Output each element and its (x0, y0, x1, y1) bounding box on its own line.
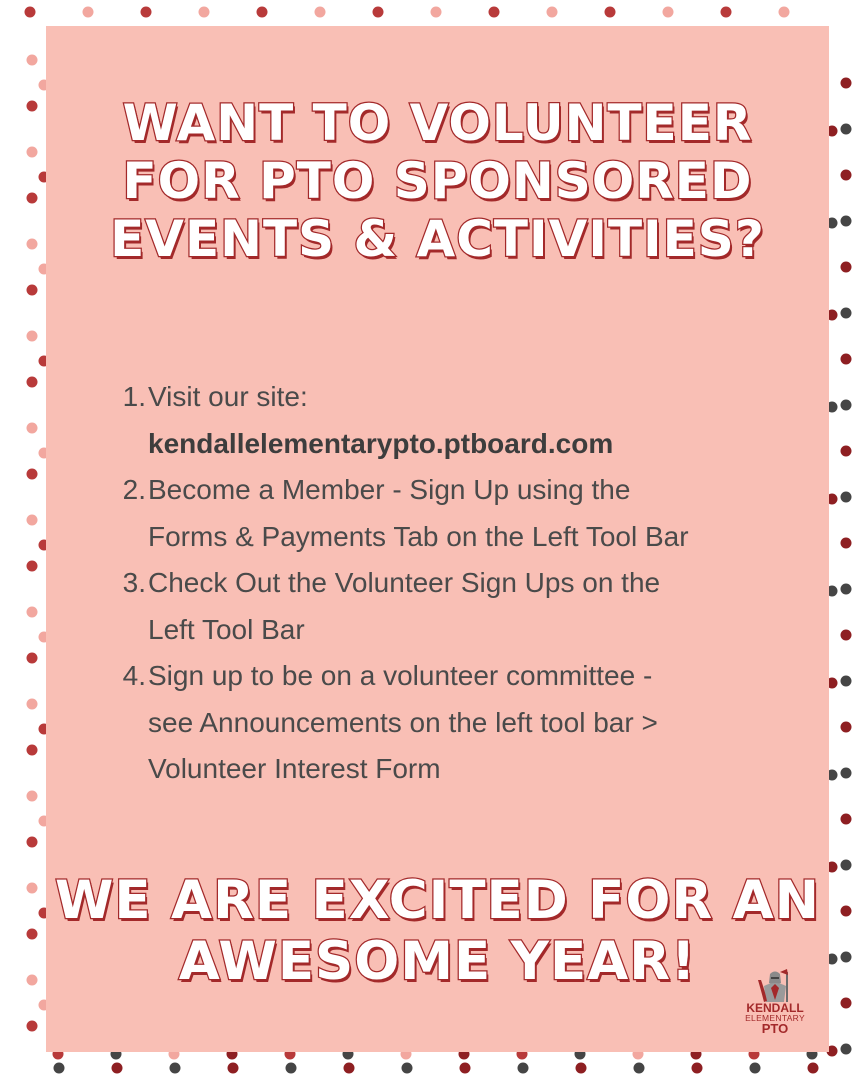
border-dot (721, 7, 732, 18)
border-dot (663, 7, 674, 18)
border-dot (841, 630, 852, 641)
border-dot (841, 262, 852, 273)
border-dot (27, 607, 38, 618)
border-dot (27, 285, 38, 296)
border-dot (634, 1063, 645, 1074)
border-dot (228, 1063, 239, 1074)
step-number: 4. (122, 660, 146, 691)
step-text: Left Tool Bar (148, 613, 305, 645)
border-dot (27, 837, 38, 848)
border-dot (27, 147, 38, 158)
headline-line: WE ARE EXCITED FOR AN (54, 870, 821, 931)
border-dot (141, 7, 152, 18)
border-dot (460, 1063, 471, 1074)
border-dot (27, 561, 38, 572)
border-dot (841, 78, 852, 89)
border-dot (841, 492, 852, 503)
border-dot (841, 354, 852, 365)
step-number: 3. (122, 567, 146, 598)
border-dot (199, 7, 210, 18)
list-item (106, 560, 806, 653)
border-dot (841, 860, 852, 871)
border-dot (402, 1063, 413, 1074)
logo-text-kendall: KENDALL (746, 1001, 804, 1015)
border-dot (315, 7, 326, 18)
list-item (106, 374, 806, 467)
volunteer-steps-list (106, 374, 806, 793)
border-dot (170, 1063, 181, 1074)
headline-line: AWESOME YEAR! (178, 931, 697, 992)
border-dot (112, 1063, 123, 1074)
headline-line: WANT TO VOLUNTEER (122, 94, 753, 152)
border-dot (841, 124, 852, 135)
border-dot (841, 906, 852, 917)
border-dot (841, 308, 852, 319)
border-dot (841, 400, 852, 411)
border-dot (692, 1063, 703, 1074)
border-dot (841, 216, 852, 227)
border-dot (27, 653, 38, 664)
border-dot (547, 7, 558, 18)
border-dot (27, 1021, 38, 1032)
site-url-link[interactable]: kendallelementarypto.ptboard.com (148, 427, 614, 459)
border-dot (27, 791, 38, 802)
border-dot (808, 1063, 819, 1074)
border-dot (27, 699, 38, 710)
border-dot (344, 1063, 355, 1074)
kendall-pto-logo (740, 968, 810, 1038)
border-dot (750, 1063, 761, 1074)
step-number: 1. (122, 381, 146, 412)
border-dot (54, 1063, 65, 1074)
logo-text-pto: PTO (761, 1021, 789, 1036)
border-dot (605, 7, 616, 18)
border-dot (841, 722, 852, 733)
border-dot (27, 55, 38, 66)
step-text: Become a Member - Sign Up using the (148, 474, 631, 505)
border-dot (841, 170, 852, 181)
border-dot (27, 331, 38, 342)
border-dot (576, 1063, 587, 1074)
border-dot (27, 929, 38, 940)
border-dot (779, 7, 790, 18)
border-dot (83, 7, 94, 18)
step-text: Check Out the Volunteer Sign Ups on the (148, 567, 661, 598)
step-text: Volunteer Interest Form (148, 753, 441, 784)
border-dot (841, 584, 852, 595)
border-dot (841, 998, 852, 1009)
border-dot (27, 377, 38, 388)
logo-text-elementary: ELEMENTARY (745, 1013, 805, 1023)
border-dot (841, 1044, 852, 1055)
border-dot (27, 883, 38, 894)
border-dot (286, 1063, 297, 1074)
border-dot (27, 239, 38, 250)
border-dot (257, 7, 268, 18)
border-dot (841, 446, 852, 457)
headline-volunteer (46, 94, 829, 268)
border-dot (431, 7, 442, 18)
border-dot (27, 101, 38, 112)
step-text: Visit our site: (148, 381, 308, 412)
border-dot (489, 7, 500, 18)
step-text: Sign up to be on a volunteer committee - (148, 660, 653, 691)
border-dot (518, 1063, 529, 1074)
list-item (106, 467, 806, 560)
headline-line: FOR PTO SPONSORED (122, 152, 753, 210)
headline-line: EVENTS & ACTIVITIES? (110, 210, 765, 268)
border-dot (841, 952, 852, 963)
step-text: Forms & Payments Tab on the Left Tool Bar (148, 520, 689, 552)
step-number: 2. (122, 474, 146, 505)
list-item (106, 653, 806, 793)
border-dot (25, 7, 36, 18)
border-dot (373, 7, 384, 18)
border-dot (841, 768, 852, 779)
border-dot (27, 745, 38, 756)
headline-excited (46, 870, 829, 992)
border-dot (27, 193, 38, 204)
border-dot (841, 814, 852, 825)
border-dot (27, 423, 38, 434)
step-text: see Announcements on the left tool bar > (148, 706, 658, 738)
border-dot (841, 676, 852, 687)
border-dot (27, 975, 38, 986)
flyer-panel (46, 26, 829, 1052)
border-dot (27, 469, 38, 480)
border-dot (27, 515, 38, 526)
border-dot (841, 538, 852, 549)
